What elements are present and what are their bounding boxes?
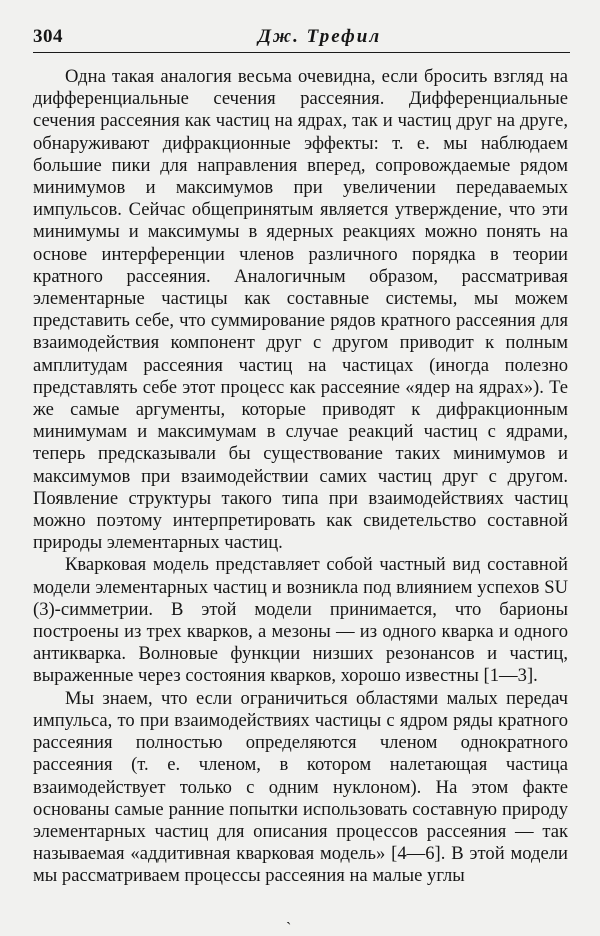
print-speck: ˏ	[286, 908, 292, 925]
paragraph-1: Одна такая аналогия весьма очевидна, если бросить взгляд на дифференциальные сечения рассеяния. Дифференциальные сечения рассеяния как частиц на ядрах, так и частиц друг на друге, обнаруживают дифракционные эффекты: т. е. мы наблюдаем большие пики для направления вперед, сопровождаемые рядом минимумов и максимумов при увеличении передаваемых импульсов. Сейчас общепринятым является утверждение, что эти минимумы и максимумы в ядерных реакциях можно понять на основе интерференции членов различного порядка в теории кратного рассеяния. Аналогичным образом, рассматривая элементарные частицы как составные системы, мы можем представить себе, что суммирование рядов кратного рассеяния для взаимодействия компонент друг с другом приводит к полным амплитудам рассеяния частиц на частицах (иногда полезно представлять себе этот процесс как рассеяние «ядер на ядрах»). Те же самые аргументы, которые приводят к дифракционным минимумам и максимумам в случае реакций частиц с ядрами, теперь предсказывали бы существование таких минимумов и максимумов при взаимодействии самих частиц друг с другом. Появление структуры такого типа при взаимодействиях частиц можно поэтому интерпретировать как свидетельство составной природы элементарных частиц.	[33, 66, 568, 554]
paragraph-2: Кварковая модель представляет собой частный вид составной модели элементарных частиц и возникла под влиянием успехов SU (3)-симметрии. В этой модели принимается, что барионы построены из трех кварков, а мезоны — из одного кварка и одного антикварка. Волновые функции низших резонансов и частиц, выраженные через состояния кварков, хорошо известны [1—3].	[33, 554, 568, 687]
body-text	[33, 66, 568, 888]
paragraph-3: Мы знаем, что если ограничиться областями малых передач импульса, то при взаимодействиях частицы с ядром ряды кратного рассеяния полностью определяются членом однократного рассеяния (т. е. членом, в котором налетающая частица взаимодействует только с одним нуклоном). На этом факте основаны самые ранние попытки использовать составную природу элементарных частиц для описания процессов рассеяния — так называемая «аддитивная кварковая модель» [4—6]. В этой модели мы рассматриваем процессы рассеяния на малые углы	[33, 687, 568, 887]
page-number: 304	[33, 26, 63, 47]
running-head-title: Дж. Трефил	[258, 26, 382, 47]
header-rule	[33, 52, 570, 53]
running-head	[33, 26, 568, 54]
